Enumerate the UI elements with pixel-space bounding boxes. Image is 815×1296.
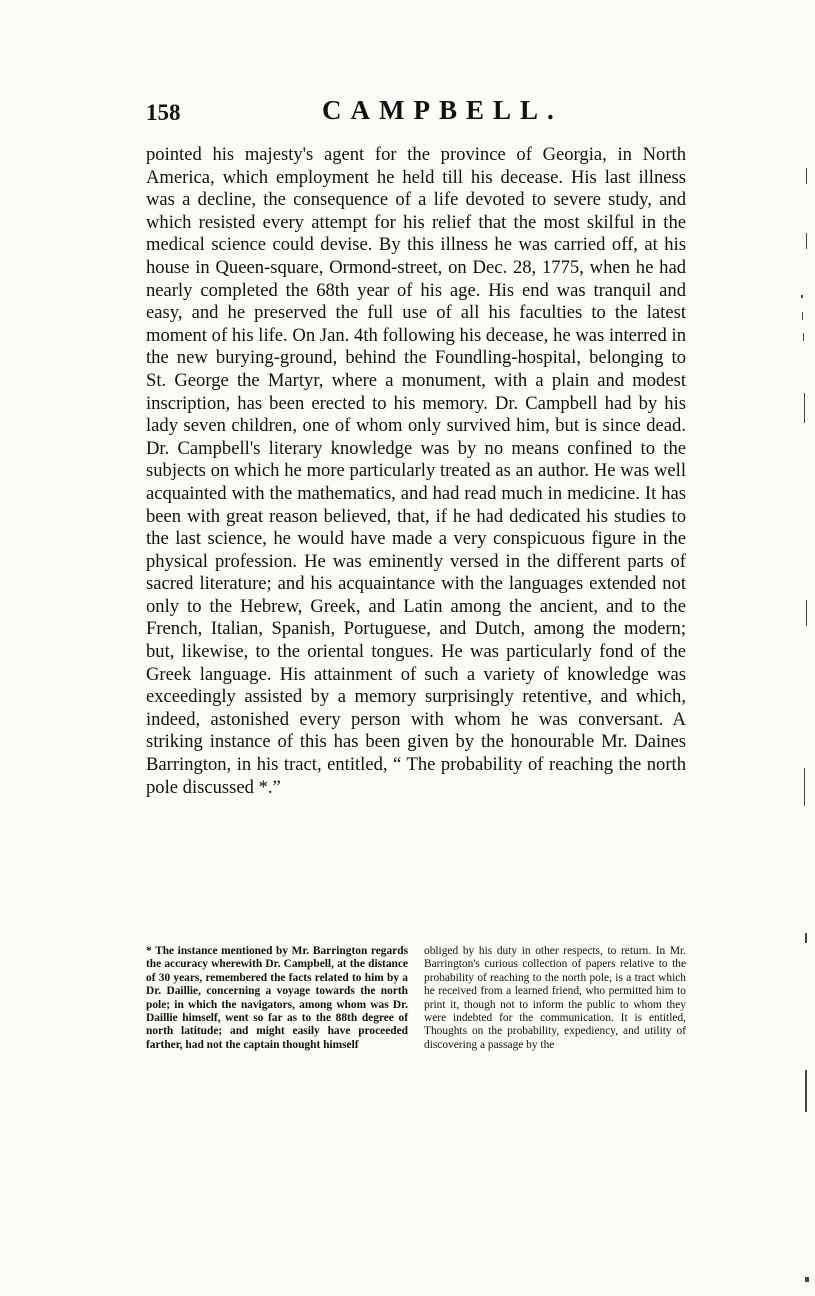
footnote-left-column: * The instance mentioned by Mr. Barrington regards the accuracy wherewith Dr. Campbell, at the distance of 30 years, remembered the facts related to him by a Dr. Daillie, concerning a voyage towards the north pole; in which the navigators, among whom was Dr. Daillie himself, went so far as to the 88th degree of north latitude; and might easily have proceeded farther, had not the captain thought himself bbox=[146, 945, 408, 1051]
scan-mark bbox=[805, 933, 807, 943]
scan-mark bbox=[805, 1277, 809, 1282]
scan-mark bbox=[805, 1070, 807, 1112]
scan-mark bbox=[801, 295, 803, 298]
running-head: CAMPBELL. bbox=[322, 95, 563, 125]
scan-mark bbox=[806, 233, 807, 249]
scan-mark bbox=[806, 168, 807, 184]
scan-mark bbox=[803, 333, 804, 341]
scan-mark bbox=[804, 393, 805, 423]
footnote-right-column: obliged by his duty in other respects, to return. In Mr. Barrington's curious collection of papers relative to the probability of reaching to the north pole, is a tract which he received from a learned friend, who permitted him to print it, though not to inform the public to whom they were indebted for the communication. It is entitled, Thoughts on the probability, expediency, and utility of discovering a passage by the bbox=[424, 945, 686, 1051]
body-paragraph: pointed his majesty's agent for the province of Georgia, in North America, which employment he held till his decease. His last illness was a decline, the consequence of a life devoted to severe study, and which resisted every attempt for his relief that the most skilful in the medical science could devise. By this illness he was carried off, at his house in Queen-square, Ormond-street, on Dec. 28, 1775, when he had nearly completed the 68th year of his age. His end was tranquil and easy, and he preserved the full use of all his faculties to the latest moment of his life. On Jan. 4th following his decease, he was interred in the new burying-ground, behind the Foundling-hospital, belonging to St. George the Martyr, where a monument, with a plain and modest inscription, has been erected to his memory. Dr. Campbell had by his lady seven children, one of whom only survived him, but is since dead. Dr. Campbell's literary knowledge was by no means confined to the subjects on which he more particularly treated as an author. He was well acquainted with the mathematics, and had read much in medicine. It has been with great reason believed, that, if he had dedicated his studies to the last science, he would have made a very conspicuous figure in the physical profession. He was eminently versed in the different parts of sacred literature; and his acquaintance with the languages extended not only to the Hebrew, Greek, and Latin among the ancient, and to the French, Italian, Spanish, Portuguese, and Dutch, among the modern; but, likewise, to the oriental tongues. He was particularly fond of the Greek language. His attainment of such a variety of knowledge was exceedingly assisted by a memory surprisingly retentive, and which, indeed, astonished every person with whom he was conversant. A striking instance of this has been given by the honourable Mr. Daines Barrington, in his tract, entitled, “ The probability of reaching the north pole discussed *.” bbox=[146, 144, 686, 798]
scan-mark bbox=[802, 312, 803, 320]
scan-mark bbox=[804, 768, 805, 806]
scan-mark bbox=[806, 600, 807, 626]
page-number: 158 bbox=[146, 100, 181, 125]
